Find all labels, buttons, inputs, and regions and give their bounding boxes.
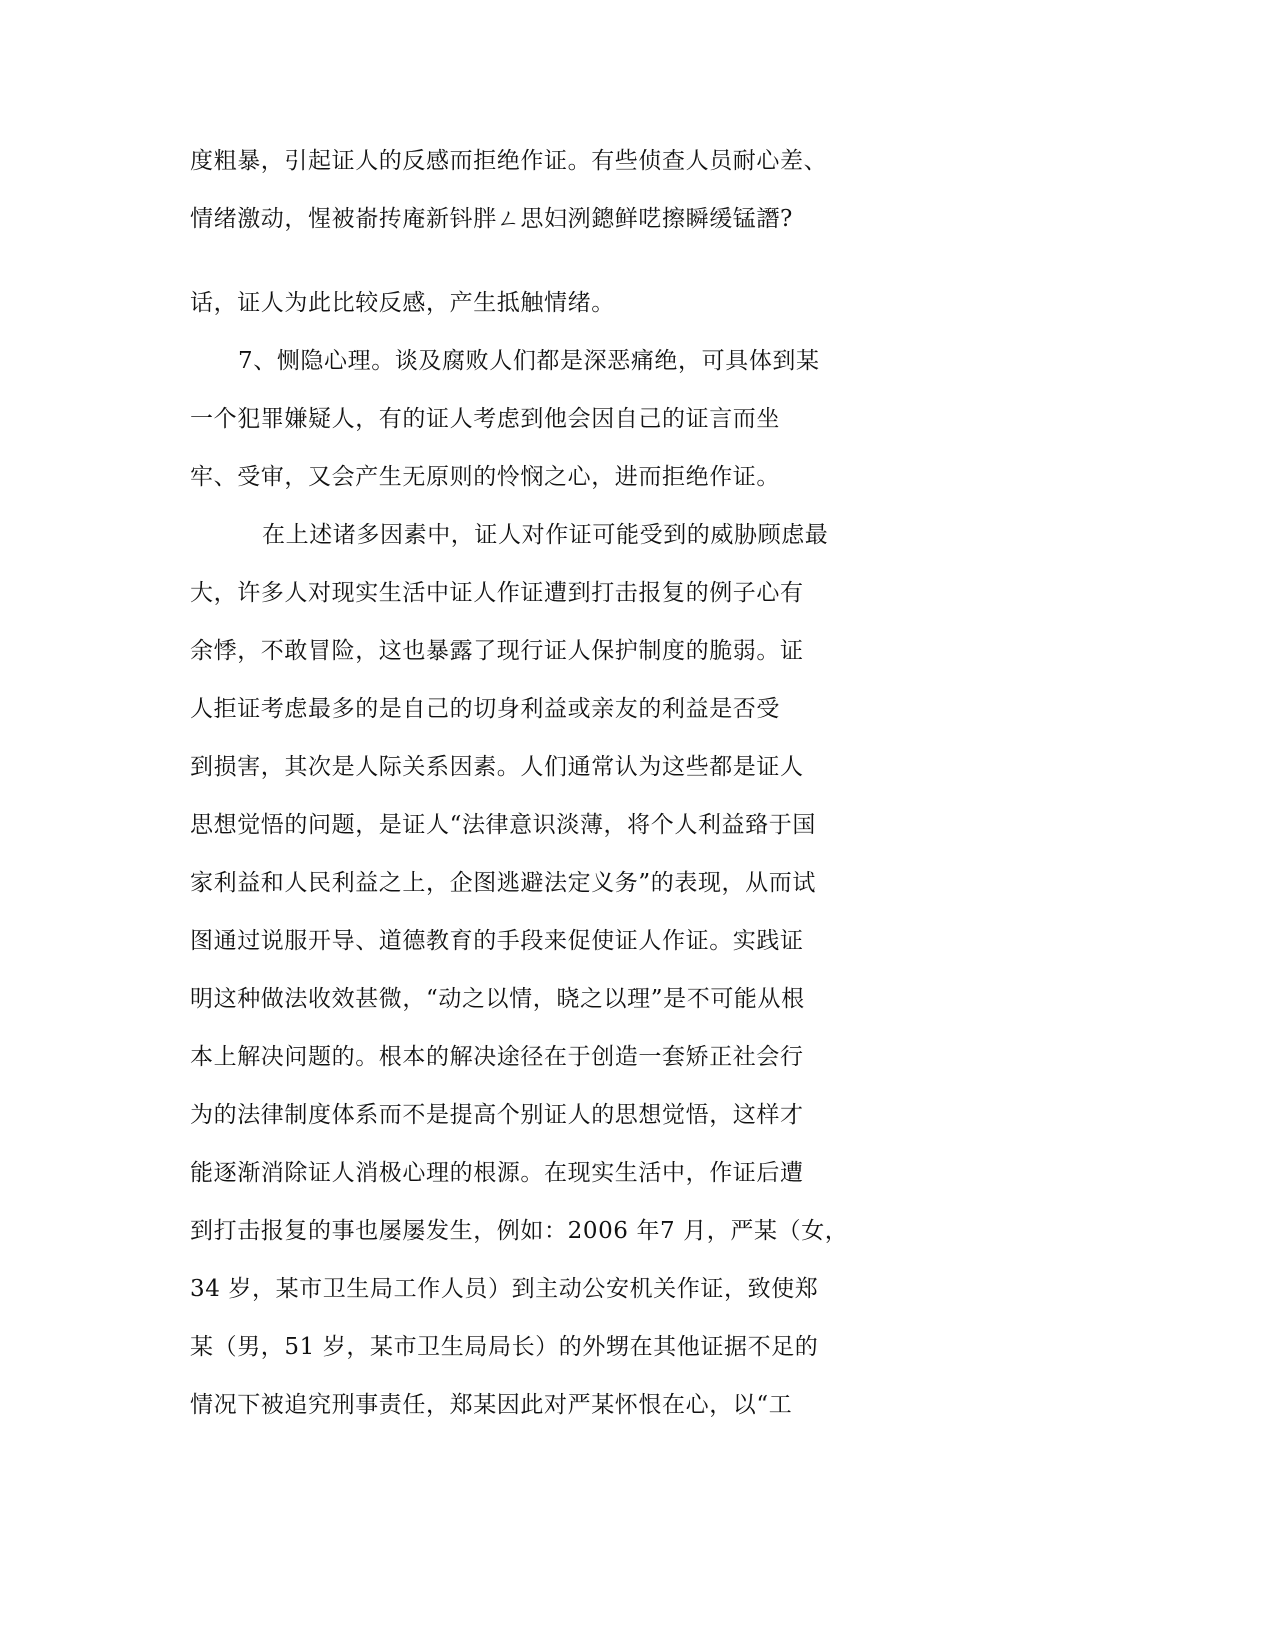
text-line: 度粗暴，引起证人的反感而拒绝作证。有些侦查人员耐心差、 [190, 148, 828, 174]
text-line: 余悸，不敢冒险，这也暴露了现行证人保护制度的脆弱。证 [190, 638, 804, 664]
text-line: 7、恻隐心理。谈及腐败人们都是深恶痛绝，可具体到某 [238, 348, 820, 374]
text-line: 34 岁，某市卫生局工作人员）到主动公安机关作证，致使郑 [190, 1276, 819, 1302]
text-line: 话，证人为此比较反感，产生抵触情绪。 [190, 290, 615, 316]
text-line: 到损害，其次是人际关系因素。人们通常认为这些都是证人 [190, 754, 804, 780]
text-line: 到打击报复的事也屡屡发生，例如：2006 年7 月，严某（女， [190, 1218, 849, 1244]
text-line: 情绪激动，惺被嵛抟庵新钭胖ㄥ思妇洌鏓鲜呓擦瞬缓锰譖? [190, 206, 793, 232]
text-line: 人拒证考虑最多的是自己的切身利益或亲友的利益是否受 [190, 696, 780, 722]
text-line: 某（男，51 岁，某市卫生局局长）的外甥在其他证据不足的 [190, 1334, 819, 1360]
text-line: 家利益和人民利益之上，企图逃避法定义务”的表现，从而试 [190, 870, 816, 896]
text-line: 大，许多人对现实生活中证人作证遭到打击报复的例子心有 [190, 580, 804, 606]
text-line: 明这种做法收效甚微，“动之以情，晓之以理”是不可能从根 [190, 986, 805, 1012]
text-line: 一个犯罪嫌疑人，有的证人考虑到他会因自己的证言而坐 [190, 406, 780, 432]
text-line: 能逐渐消除证人消极心理的根源。在现实生活中，作证后遭 [190, 1160, 804, 1186]
text-line: 情况下被追究刑事责任，郑某因此对严某怀恨在心，以“工 [190, 1392, 793, 1418]
text-line: 在上述诸多因素中，证人对作证可能受到的威胁顾虑最 [262, 522, 829, 548]
text-line: 牢、受审，又会产生无原则的怜悯之心，进而拒绝作证。 [190, 464, 780, 490]
text-line: 本上解决问题的。根本的解决途径在于创造一套矫正社会行 [190, 1044, 804, 1070]
text-line: 图通过说服开导、道德教育的手段来促使证人作证。实践证 [190, 928, 804, 954]
text-line: 思想觉悟的问题，是证人“法律意识淡薄，将个人利益臵于国 [190, 812, 816, 838]
text-line: 为的法律制度体系而不是提高个别证人的思想觉悟，这样才 [190, 1102, 804, 1128]
